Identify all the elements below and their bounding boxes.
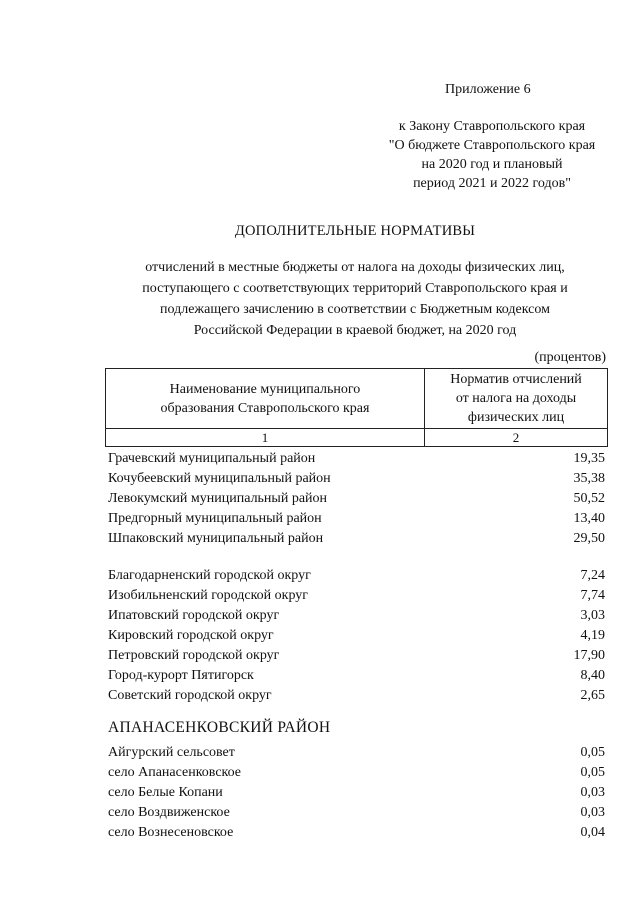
row-value: 17,90 bbox=[573, 648, 605, 663]
table-row bbox=[108, 586, 605, 606]
row-name: Грачевский муниципальный район bbox=[108, 451, 316, 466]
table-header bbox=[105, 368, 608, 447]
row-name: село Апанасенковское bbox=[108, 765, 242, 780]
header-line: физических лиц bbox=[467, 410, 565, 425]
row-name: Ипатовский городской округ bbox=[108, 608, 280, 623]
row-value: 0,05 bbox=[580, 765, 605, 780]
row-value: 13,40 bbox=[573, 511, 605, 526]
row-value: 35,38 bbox=[573, 471, 605, 486]
row-name: Изобильненский городской округ bbox=[108, 588, 309, 603]
table-row bbox=[108, 743, 605, 763]
appendix-label: Приложение 6 bbox=[445, 82, 531, 97]
column-header-name bbox=[106, 369, 425, 429]
table-row bbox=[108, 449, 605, 469]
law-line: к Закону Ставропольского края bbox=[398, 119, 586, 134]
column-header-value bbox=[425, 369, 608, 429]
table-row bbox=[108, 686, 605, 706]
document-subtitle bbox=[100, 257, 610, 341]
row-name: Благодарненский городской округ bbox=[108, 568, 311, 583]
table-row bbox=[108, 783, 605, 803]
law-line: на 2020 год и плановый bbox=[421, 157, 563, 172]
document-title: ДОПОЛНИТЕЛЬНЫЕ НОРМАТИВЫ bbox=[234, 223, 476, 239]
table-row bbox=[108, 666, 605, 686]
law-reference bbox=[372, 117, 612, 193]
row-value: 7,74 bbox=[580, 588, 605, 603]
table-row bbox=[108, 606, 605, 626]
row-value: 7,24 bbox=[580, 568, 605, 583]
row-value: 29,50 bbox=[573, 531, 605, 546]
subtitle-line: подлежащего зачислению в соответствии с Бюджетным кодексом bbox=[160, 302, 550, 317]
table-row bbox=[108, 566, 605, 586]
table-row bbox=[108, 763, 605, 783]
row-name: Левокумский муниципальный район bbox=[108, 491, 328, 506]
row-name: Кочубеевский муниципальный район bbox=[108, 471, 331, 486]
law-line: "О бюджете Ставропольского края bbox=[388, 138, 596, 153]
row-value: 3,03 bbox=[580, 608, 605, 623]
header-line: от налога на доходы bbox=[455, 391, 577, 406]
row-value: 19,35 bbox=[573, 451, 605, 466]
row-name: Советский городской округ bbox=[108, 688, 272, 703]
row-name: село Воздвиженское bbox=[108, 805, 230, 820]
row-name: Петровский городской округ bbox=[108, 648, 280, 663]
row-value: 0,03 bbox=[580, 785, 605, 800]
table-row bbox=[108, 489, 605, 509]
row-name: Кировский городской округ bbox=[108, 628, 274, 643]
subtitle-line: отчислений в местные бюджеты от налога на доходы физических лиц, bbox=[145, 260, 565, 275]
table-row bbox=[108, 823, 605, 843]
table-row bbox=[108, 509, 605, 529]
header-line: Наименование муниципального bbox=[169, 381, 361, 397]
row-value: 4,19 bbox=[580, 628, 605, 643]
table-row bbox=[108, 803, 605, 823]
row-name: село Белые Копани bbox=[108, 785, 223, 800]
row-value: 0,05 bbox=[580, 745, 605, 760]
row-name: Шпаковский муниципальный район bbox=[108, 531, 324, 546]
header-line: образования Ставропольского края bbox=[160, 400, 370, 416]
subtitle-line: Российской Федерации в краевой бюджет, на 2020 год bbox=[193, 323, 517, 338]
subtitle-line: поступающего с соответствующих территорий Ставропольского края и bbox=[142, 281, 568, 296]
row-name: Айгурский сельсовет bbox=[108, 745, 235, 760]
header-line: Норматив отчислений bbox=[450, 372, 582, 387]
table-row bbox=[108, 626, 605, 646]
row-value: 0,04 bbox=[580, 825, 605, 840]
law-line: период 2021 и 2022 годов" bbox=[413, 176, 571, 191]
row-name: Город-курорт Пятигорск bbox=[108, 668, 254, 683]
row-name: Предгорный муниципальный район bbox=[108, 511, 322, 526]
column-number-1: 1 bbox=[106, 429, 425, 447]
table-row bbox=[108, 469, 605, 489]
column-number-2: 2 bbox=[425, 429, 608, 447]
table-row bbox=[108, 646, 605, 666]
row-name: село Вознесеновское bbox=[108, 825, 234, 840]
table-row bbox=[108, 529, 605, 549]
row-value: 0,03 bbox=[580, 805, 605, 820]
row-value: 2,65 bbox=[580, 688, 605, 703]
row-value: 8,40 bbox=[580, 668, 605, 683]
section-heading: АПАНАСЕНКОВСКИЙ РАЙОН bbox=[108, 719, 331, 736]
row-value: 50,52 bbox=[573, 491, 605, 506]
unit-label: (процентов) bbox=[534, 350, 606, 365]
